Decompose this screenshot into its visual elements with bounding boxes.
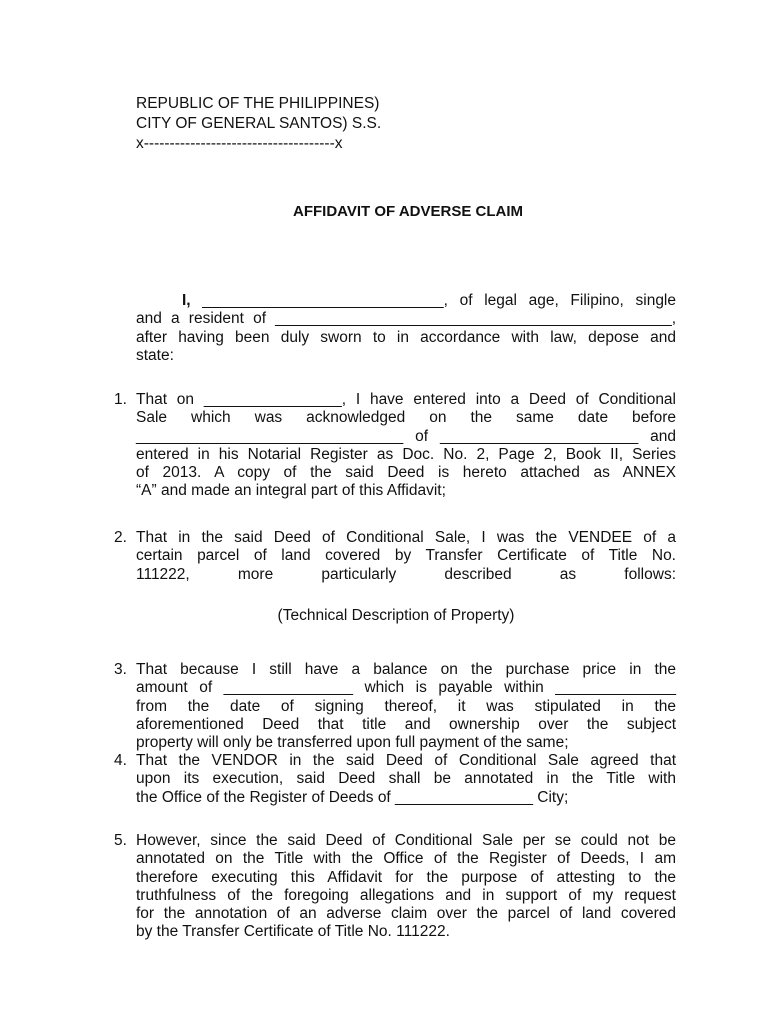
item-1-line: entered in his Notarial Register as Doc. No. 2, Page 2, Book II, Series — [136, 445, 676, 463]
item-1-line: “A” and made an integral part of this Affidavit; — [136, 482, 446, 500]
item-3-paragraph — [136, 661, 676, 752]
intro-line-1-text: ____________________________, of legal age, Filipino, single — [190, 292, 676, 309]
item-5-line: annotated on the Title with the Office of the Register of Deeds, I am — [136, 850, 676, 868]
item-4-line: That the VENDOR in the said Deed of Conditional Sale agreed that — [136, 752, 676, 769]
item-5-line: However, since the said Deed of Conditional Sale per se could not be — [136, 832, 676, 849]
intro-lead: I, — [182, 292, 191, 309]
item-4-line: the Office of the Register of Deeds of ________________ City; — [136, 788, 569, 806]
intro-paragraph — [136, 292, 676, 365]
item-5-line: by the Transfer Certificate of Title No. 111222. — [136, 923, 450, 941]
item-3-line: aforementioned Deed that title and ownership over the subject — [136, 715, 676, 733]
item-4-number: 4. — [114, 752, 127, 769]
item-4-paragraph — [136, 752, 676, 807]
intro-line-4: state: — [136, 346, 174, 364]
item-1-line: _______________________________ of _______________________ and — [136, 427, 676, 445]
item-2-line: That in the said Deed of Conditional Sale, I was the VENDEE of a — [136, 529, 676, 546]
item-2-number: 2. — [114, 529, 127, 546]
caption-line-2: CITY OF GENERAL SANTOS) S.S. — [136, 115, 382, 132]
item-5-line: truthfulness of the foregoing allegations and in support of my request — [136, 886, 676, 904]
item-5-line: therefore executing this Affidavit for the purpose of attesting to the — [136, 868, 676, 886]
intro-line-3: after having been duly sworn to in accordance with law, depose and — [136, 328, 676, 346]
item-3-line: property will only be transferred upon full payment of the same; — [136, 734, 569, 752]
item-1-line: That on ________________, I have entered into a Deed of Conditional — [136, 391, 676, 408]
caption-line-3: x-------------------------------------x — [136, 135, 343, 152]
technical-description-placeholder: (Technical Description of Property) — [277, 607, 515, 624]
item-3-line: amount of _______________ which is payable within ______________ — [136, 679, 676, 697]
item-2-line: certain parcel of land covered by Transfer Certificate of Title No. — [136, 547, 676, 565]
item-4-line: upon its execution, said Deed shall be annotated in the Title with — [136, 770, 676, 788]
item-1-line: Sale which was acknowledged on the same date before — [136, 409, 676, 427]
item-3-line: That because I still have a balance on the purchase price in the — [136, 661, 676, 678]
item-5-line: for the annotation of an adverse claim over the parcel of land covered — [136, 905, 676, 923]
item-3-line: from the date of signing thereof, it was stipulated in the — [136, 697, 676, 715]
item-1-paragraph — [136, 391, 676, 501]
item-3-number: 3. — [114, 661, 127, 678]
intro-line-2: and a resident of ______________________________________________, — [136, 310, 676, 328]
document-title: AFFIDAVIT OF ADVERSE CLAIM — [293, 203, 523, 220]
intro-line-1 — [136, 292, 676, 310]
item-2-paragraph — [136, 529, 676, 584]
case-caption — [136, 94, 381, 154]
item-1-line: of 2013. A copy of the said Deed is hereto attached as ANNEX — [136, 464, 676, 482]
item-5-paragraph — [136, 832, 676, 942]
item-2-line: 111222, more particularly described as follows: — [136, 565, 676, 583]
caption-line-1: REPUBLIC OF THE PHILIPPINES) — [136, 95, 380, 112]
item-5-number: 5. — [114, 832, 127, 849]
item-1-number: 1. — [114, 391, 127, 408]
